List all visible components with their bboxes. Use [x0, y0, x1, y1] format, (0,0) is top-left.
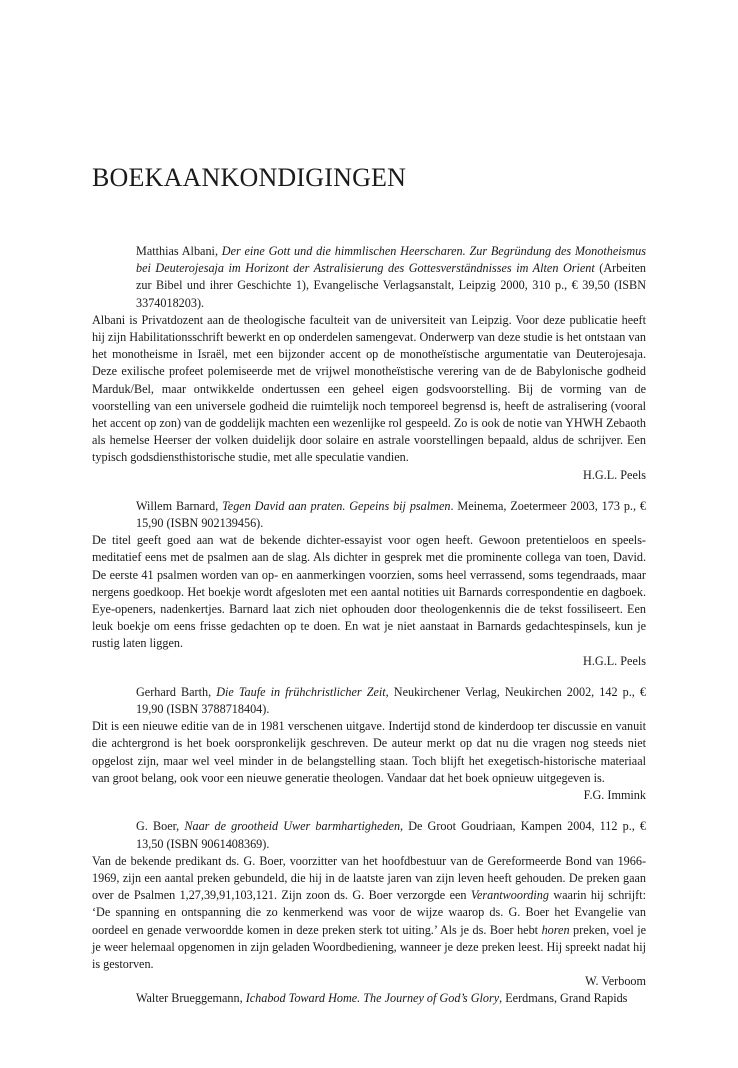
- review-title: Tegen David aan praten. Gepeins bij psalmen: [222, 498, 451, 513]
- review-author: Walter Brueggemann: [136, 991, 240, 1006]
- review-title: Die Taufe in frühchristlicher Zeit: [216, 684, 386, 699]
- review-text: Albani is Privatdozent aan de theologische faculteit van de universiteit van Leipzig. Voor deze publicatie heeft hij zijn Habilitationsschrift bewerkt en op onderdelen samengevat. Onderwerp van deze studie is het ontstaan van het monotheisme in Israël, met een bijzonder accent op de monotheïstische argumentatie van Deuterojesaja. Deze exilische profeet polemiseerde met de vrijwel monotheïstische verering van de de Babylonische godheid Marduk/Bel, maar ontwikkelde ondertussen een geheel eigen godsvoorstelling. Bij de vorming van de voorstelling van een universele godheid die ruimtelijk noch temporeel begrensd is, heeft de astralisering (vooral het accent op zon) van de goddelijk machten een wezenlijke rol gespeeld. Zo is ook de notie van YHWH Zebaoth als hemelse Heerser der volken duidelijk door solaire en astrale voorstellingen bepaald, aldus de schrijver. Een typisch godsdiensthistorische studie, met alle speculatie vandien.: [92, 312, 646, 465]
- review-barth: [92, 684, 646, 804]
- review-author: Gerhard Barth: [136, 684, 209, 699]
- review-citation: G. Boer, Naar de grootheid Uwer barmhartigheden, De Groot Goudriaan, Kampen 2004, 112 p., € 13,50 (ISBN 9061408369).: [136, 819, 646, 851]
- review-publication: , Eerdmans, Grand Rapids: [499, 991, 628, 1006]
- review-text: De titel geeft goed aan wat de bekende dichter-essayist voor ogen heeft. Gewoon pretentieloos en speels-meditatief eens met de psalmen aan de slag. Als dichter in gesprek met die prominente collega van toen, David. De eerste 41 psalmen worden van op- en aanmerkingen voorzien, soms heel verrassend, soms tegendraads, maar nergens goedkoop. Het boekje wordt afgesloten met een aantal notities uit Barnards correspondentie en dagboek. Eye-openers, nadenkertjes. Barnard laat zich niet ophouden door theologenkennis die de tekst fossiliseert. Een leuk boekje om eens frisse gedachten op te doen. En wat je niet aanstaat in Barnards gedachtespinsels, kun je rustig laten liggen.: [92, 533, 646, 651]
- page-title: BOEKAANKONDIGINGEN: [92, 163, 407, 192]
- review-title: Ichabod Toward Home. The Journey of God’s Glory: [245, 991, 500, 1006]
- review-publication: (Arbeiten zur Bibel und ihrer Geschichte 1), Evangelische Verlagsanstalt, Leipzig 2000, 310 p., € 39,50 (ISBN 3374018203).: [136, 261, 646, 310]
- review-text-part: preken, voel je je weer helemaal opgenomen in zijn geladen Woordbediening, wanneer je deze preken leest. Hij spreekt nadat hij is gestorven.: [92, 922, 647, 971]
- review-publication: . Meinema, Zoetermeer 2003, 173 p., € 15,90 (ISBN 902139456).: [136, 498, 646, 531]
- review-citation: Matthias Albani, Der eine Gott und die himmlischen Heerscharen. Zur Begründung des Monotheismus bei Deuterojesaja im Horizont der Astralisierung des Gottesverständnisses im Alten Orient (Arbeiten zur Bibel und ihrer Geschichte 1), Evangelische Verlagsanstalt, Leipzig 2000, 310 p., € 39,50 (ISBN 3374018203).: [136, 244, 646, 310]
- review-signature: F.G. Immink: [583, 788, 646, 803]
- review-text: [92, 853, 646, 973]
- review-barnard: [92, 498, 646, 670]
- review-signature: W. Verboom: [585, 974, 646, 989]
- review-author: Willem Barnard: [136, 498, 216, 513]
- review-boer: [92, 818, 646, 990]
- review-citation: Walter Brueggemann, Ichabod Toward Home. The Journey of God’s Glory, Eerdmans, Grand Rapids: [136, 991, 628, 1006]
- review-text-part: Van de bekende predikant ds. G. Boer, voorzitter van het hoofdbestuur van de Gereformeerde Bond van 1966-1969, zijn een aantal preken gebundeld, die hij in de laatste jaren van zijn leven heeft gehouden. De preken gaan over de Psalmen 1,27,39,91,103,121. Zijn zoon ds. G. Boer verzorgde een: [92, 853, 646, 903]
- review-brueggemann: [92, 990, 646, 1007]
- review-title: Naar de grootheid Uwer barmhartigheden: [184, 819, 401, 834]
- review-albani: [92, 243, 646, 484]
- review-citation: Willem Barnard, Tegen David aan praten. Gepeins bij psalmen. Meinema, Zoetermeer 2003, 173 p., € 15,90 (ISBN 902139456).: [136, 498, 646, 531]
- review-citation: Gerhard Barth, Die Taufe in frühchristlicher Zeit, Neukirchener Verlag, Neukirchen 2002, 142 p., € 19,90 (ISBN 3788718404).: [136, 684, 646, 717]
- review-text-part: waarin hij schrijft: ‘De spanning en ontspanning die zo kenmerkend was voor de wijze waarop ds. G. Boer het Evangelie van oordeel en genade verwoordde komen in deze preken sterk tot uiting.’ Als je ds. Boer hebt: [92, 888, 646, 937]
- reviews-list: [92, 243, 646, 1008]
- review-publication: , Neukirchener Verlag, Neukirchen 2002, 142 p., € 19,90 (ISBN 3788718404).: [136, 684, 646, 717]
- review-text-italic: Verantwoording: [470, 888, 549, 903]
- review-publication: , De Groot Goudriaan, Kampen 2004, 112 p., € 13,50 (ISBN 9061408369).: [136, 819, 646, 851]
- review-signature: H.G.L. Peels: [583, 653, 646, 668]
- review-title: Der eine Gott und die himmlischen Heerscharen. Zur Begründung des Monotheismus bei Deuterojesaja im Horizont der Astralisierung des Gottesverständnisses im Alten Orient: [136, 244, 646, 276]
- review-author: Matthias Albani: [136, 244, 215, 258]
- review-author: G. Boer: [136, 819, 177, 834]
- review-signature: H.G.L. Peels: [583, 467, 646, 482]
- review-text-italic: horen: [541, 922, 570, 937]
- review-text: Dit is een nieuwe editie van de in 1981 verschenen uitgave. Indertijd stond de kinderdoop ter discussie en vanuit die achtergrond is het boek oorspronkelijk geschreven. De auteur merkt op dat nu die vragen nog steeds niet opgelost zijn, maar wel veel minder in de belangstelling staan. Toch blijft het exegetisch-historische materiaal van groot belang, ook voor een nieuwe generatie theologen. Vandaar dat het boek opnieuw uitgegeven is.: [92, 719, 646, 785]
